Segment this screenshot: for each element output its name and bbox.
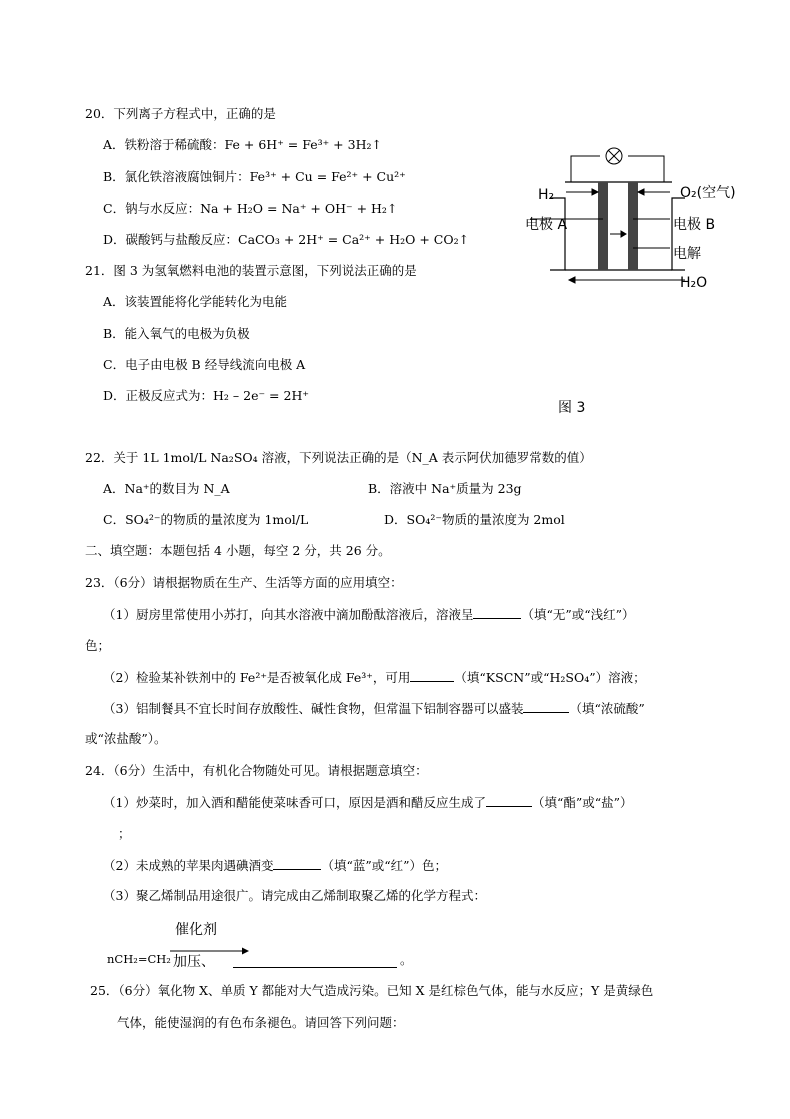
cell-container bbox=[550, 182, 685, 270]
q24-part3: （3）聚乙烯制品用途很广。请完成由乙烯制取聚乙烯的化学方程式： bbox=[103, 888, 486, 903]
ethylene-reactant: nCH₂=CH₂ bbox=[107, 952, 171, 966]
q20-option-d: D．碳酸钙与盐酸反应：CaCO₃ + 2H⁺ = Ca²⁺ + H₂O + CO₂↑ bbox=[103, 232, 470, 247]
q21-option-a: A．该装置能将化学能转化为电能 bbox=[103, 294, 288, 309]
catalyst-label: 催化剂 bbox=[175, 922, 217, 938]
pressure-condition: 加压、 bbox=[173, 954, 215, 970]
q22-option-c: C．SO₄²⁻的物质的量浓度为 1mol/L bbox=[103, 512, 309, 527]
q23-blank-2[interactable] bbox=[410, 669, 454, 682]
q24-part2 bbox=[103, 857, 447, 874]
q24-blank-2[interactable] bbox=[273, 857, 321, 870]
q22-option-d: D．SO₄²⁻物质的量浓度为 2mol bbox=[384, 512, 565, 527]
external-circuit bbox=[571, 148, 664, 182]
q25-line2: 气体，能使湿润的有色布条褪色。请回答下列问题： bbox=[117, 1015, 405, 1030]
fig-label-electrolyte: 电解 bbox=[673, 246, 701, 262]
q24-part1-text: （1）炒菜时，加入酒和醋能使菜味香可口，原因是酒和醋反应生成了 bbox=[103, 795, 486, 810]
section-2-heading: 二、填空题：本题包括 4 小题，每空 2 分，共 26 分。 bbox=[85, 543, 391, 558]
fig-label-o2: O₂(空气) bbox=[680, 185, 736, 201]
q21-option-b: B．能入氧气的电极为负极 bbox=[103, 326, 250, 341]
q24-part1-hint: （填“酯”或“盐”） bbox=[531, 795, 633, 810]
q23-blank-1[interactable] bbox=[473, 606, 521, 619]
electrode-b-plate bbox=[628, 182, 638, 270]
q23-blank-3[interactable] bbox=[523, 700, 569, 713]
q21-stem: 21．图 3 为氢氧燃料电池的装置示意图，下列说法正确的是 bbox=[85, 263, 417, 278]
q23-stem: 23．（6分）请根据物质在生产、生活等方面的应用填空： bbox=[85, 575, 403, 590]
q21-option-c: C．电子由电极 B 经导线流向电极 A bbox=[103, 357, 306, 372]
electrode-a-plate bbox=[598, 182, 608, 270]
q20-option-b: B．氯化铁溶液腐蚀铜片：Fe³⁺ + Cu = Fe²⁺ + Cu²⁺ bbox=[103, 169, 406, 184]
q21-option-d: D．正极反应式为：H₂ – 2e⁻ = 2H⁺ bbox=[103, 388, 309, 403]
q24-part1-end: ； bbox=[118, 826, 131, 841]
q24-blank-1[interactable] bbox=[486, 794, 532, 807]
q22-option-a: A．Na⁺的数目为 N_A bbox=[103, 481, 230, 496]
q20-option-c: C．钠与水反应：Na + H₂O = Na⁺ + OH⁻ + H₂↑ bbox=[103, 201, 398, 216]
q20-option-a: A．铁粉溶于稀硫酸：Fe + 6H⁺ = Fe³⁺ + 3H₂↑ bbox=[103, 137, 382, 152]
q23-part1-end: 色； bbox=[85, 638, 111, 653]
q23-part3-end: 或“浓盐酸”）。 bbox=[85, 731, 167, 746]
q23-part1-text: （1）厨房里常使用小苏打，向其水溶液中滴加酚酞溶液后，溶液呈 bbox=[103, 607, 474, 622]
q23-part2 bbox=[103, 669, 646, 686]
equation-end: 。 bbox=[400, 952, 413, 967]
fig-label-h2o: H₂O bbox=[680, 275, 708, 291]
figure-caption: 图 3 bbox=[558, 400, 586, 416]
q24-stem: 24．（6分）生活中，有机化合物随处可见。请根据题意填空： bbox=[85, 763, 428, 778]
fig-label-electrode-a: 电极 A bbox=[525, 217, 568, 233]
q23-part3-hint: （填“浓硫酸” bbox=[569, 701, 645, 716]
q22-stem: 22．关于 1L 1mol/L Na₂SO₄ 溶液，下列说法正确的是（N_A 表示阿伏加德罗常数的值） bbox=[85, 450, 592, 465]
fuel-cell-figure bbox=[520, 140, 736, 305]
q24-blank-3[interactable] bbox=[233, 955, 397, 968]
q23-part2-hint: （填“KSCN”或“H₂SO₄”）溶液； bbox=[454, 670, 646, 685]
q22-option-b: B．溶液中 Na⁺质量为 23g bbox=[368, 481, 522, 496]
q23-part1 bbox=[103, 606, 635, 623]
q23-part3-text: （3）铝制餐具不宜长时间存放酸性、碱性食物，但常温下铝制容器可以盛装 bbox=[103, 701, 524, 716]
q25-line1: 25．（6分）氧化物 X、单质 Y 都能对大气造成污染。已知 X 是红棕色气体，能与水反应；Y 是黄绿色 bbox=[90, 983, 654, 998]
q23-part3 bbox=[103, 700, 645, 717]
fig-label-h2: H₂ bbox=[538, 187, 555, 203]
q24-part2-hint: （填“蓝”或“红”）色； bbox=[321, 858, 448, 873]
q24-part2-text: （2）未成熟的苹果肉遇碘酒变 bbox=[103, 858, 274, 873]
fig-label-electrode-b: 电极 B bbox=[673, 217, 716, 233]
q23-part1-hint: （填“无”或“浅红”） bbox=[521, 607, 635, 622]
q20-stem: 20．下列离子方程式中，正确的是 bbox=[85, 106, 276, 121]
q23-part2-text: （2）检验某补铁剂中的 Fe²⁺是否被氧化成 Fe³⁺，可用 bbox=[103, 670, 411, 685]
q24-part1 bbox=[103, 794, 633, 811]
